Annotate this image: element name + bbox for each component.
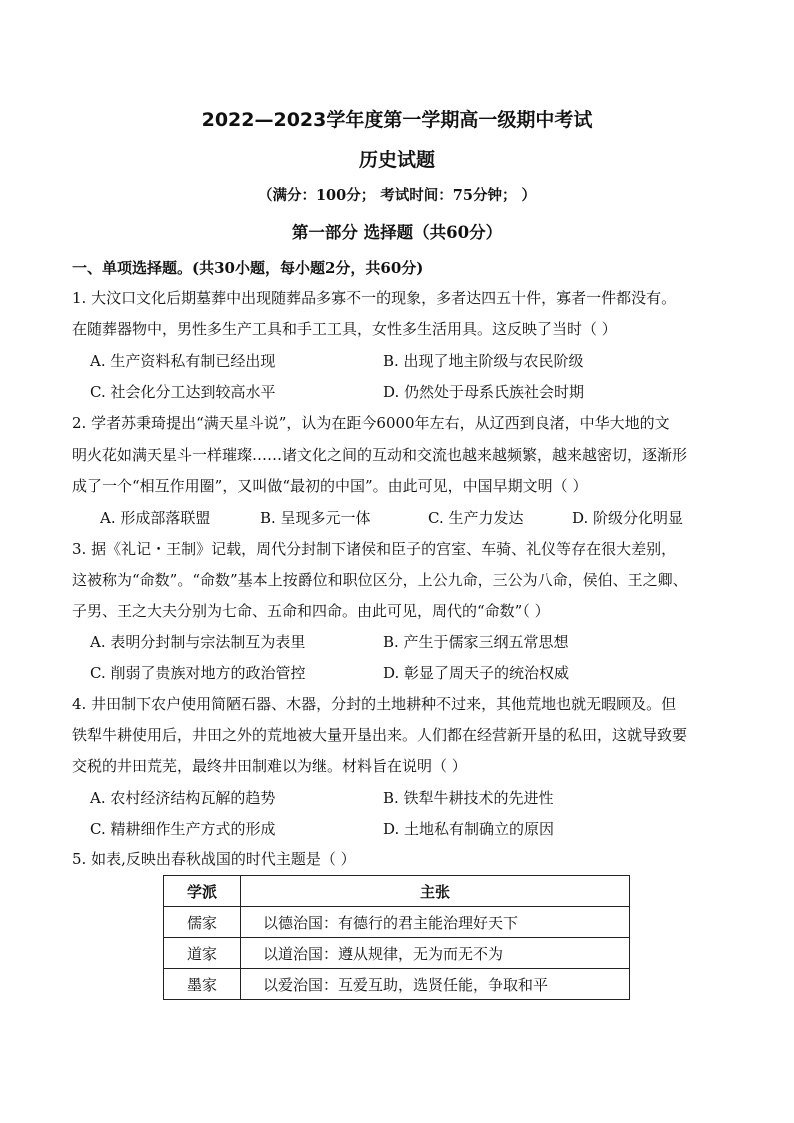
table-row <box>164 938 630 969</box>
table-header-row <box>164 876 630 907</box>
option-b: B. 产生于儒家三纲五常思想 <box>383 633 569 651</box>
option-b: B. 呈现多元一体 <box>260 509 371 527</box>
option-d: D. 阶级分化明显 <box>572 509 684 527</box>
question-line: 子男、王之大夫分别为七命、五命和四命。由此可见，周代的“命数”（ ） <box>72 602 550 620</box>
option-c: C. 削弱了贵族对地方的政治管控 <box>90 664 306 682</box>
option-d: D. 仍然处于母系氏族社会时期 <box>383 383 585 401</box>
option-b: B. 出现了地主阶级与农民阶级 <box>383 352 584 370</box>
section-title: 一、单项选择题。(共30小题，每小题2分，共60分) <box>72 259 424 277</box>
option-c: C. 社会化分工达到较高水平 <box>90 383 276 401</box>
option-a: A. 生产资料私有制已经出现 <box>90 352 276 370</box>
question-line: 5. 如表,反映出春秋战国的时代主题是（ ） <box>72 850 356 868</box>
table-cell-proposition: 以道治国：遵从规律，无为而无不为 <box>241 938 630 969</box>
table-row <box>164 969 630 1000</box>
question-line: 成了一个“相互作用圈”，又叫做“最初的中国”。由此可见，中国早期文明（ ） <box>72 477 588 495</box>
question-line: 交税的井田荒芜，最终井田制难以为继。材料旨在说明（ ） <box>72 757 467 775</box>
exam-meta: （满分：100分； 考试时间：75分钟； ） <box>257 187 537 204</box>
question-line: 3. 据《礼记・王制》记载，周代分封制下诸侯和臣子的宫室、车骑、礼仪等存在很大差别， <box>72 540 677 558</box>
option-a: A. 形成部落联盟 <box>100 509 211 527</box>
question-line: 1. 大汶口文化后期墓葬中出现随葬品多寡不一的现象，多者达四五十件，寡者一件都没有。 <box>72 289 677 307</box>
option-b: B. 铁犁牛耕技术的先进性 <box>383 789 554 807</box>
question-line: 在随葬器物中，男性多生产工具和手工工具，女性多生活用具。这反映了当时（ ） <box>72 320 617 338</box>
option-c: C. 精耕细作生产方式的形成 <box>90 820 276 838</box>
table-row <box>164 907 630 938</box>
part-title: 第一部分 选择题（共60分） <box>291 223 503 242</box>
option-a: A. 表明分封制与宗法制互为表里 <box>90 633 306 651</box>
option-c: C. 生产力发达 <box>428 509 524 527</box>
exam-title: 2022—2023学年度第一学期高一级期中考试 <box>201 109 593 131</box>
question-line: 这被称为“命数”。“命数”基本上按爵位和职位区分，上公九命，三公为八命，侯伯、王之卿、 <box>72 571 688 589</box>
table-cell-school: 墨家 <box>164 969 241 1000</box>
table-header-proposition: 主张 <box>241 876 630 907</box>
table-cell-proposition: 以德治国：有德行的君主能治理好天下 <box>241 907 630 938</box>
option-d: D. 土地私有制确立的原因 <box>383 820 555 838</box>
table-cell-school: 道家 <box>164 938 241 969</box>
exam-subject: 历史试题 <box>358 149 435 171</box>
table-cell-school: 儒家 <box>164 907 241 938</box>
option-d: D. 彰显了周天子的统治权威 <box>383 664 570 682</box>
question-line: 2. 学者苏秉琦提出“满天星斗说”，认为在距今6000年左右，从辽西到良渚，中华大地的文 <box>72 414 670 432</box>
table-cell-proposition: 以爱治国：互爱互助，选贤任能，争取和平 <box>241 969 630 1000</box>
question-line: 4. 井田制下农户使用简陋石器、木器，分封的土地耕种不过来，其他荒地也就无暇顾及。但 <box>72 695 677 713</box>
question-line: 明火花如满天星斗一样璀璨……诸文化之间的互动和交流也越来越频繁，越来越密切，逐渐形 <box>72 446 688 464</box>
question-line: 铁犁牛耕使用后，井田之外的荒地被大量开垦出来。人们都在经营新开垦的私田，这就导致要 <box>72 726 688 744</box>
schools-table <box>163 875 630 1000</box>
option-a: A. 农村经济结构瓦解的趋势 <box>90 789 276 807</box>
table-header-school: 学派 <box>164 876 241 907</box>
